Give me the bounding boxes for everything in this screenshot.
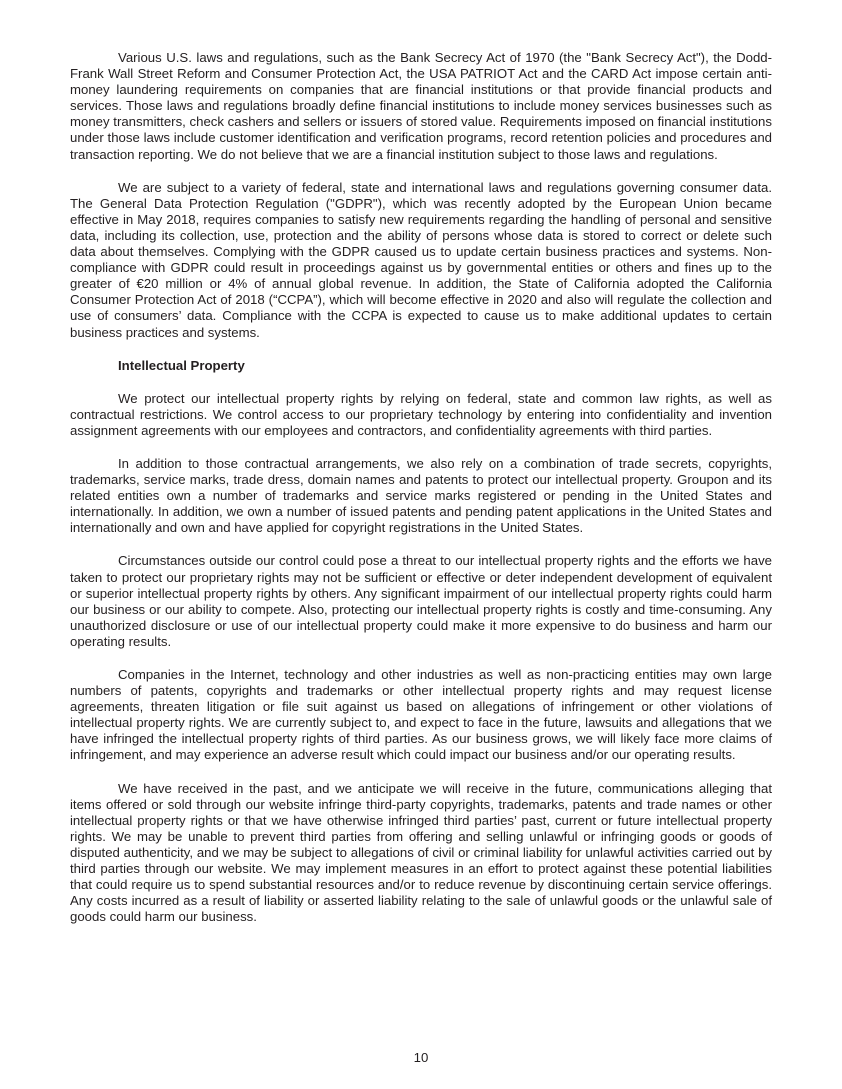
paragraph-bank-secrecy: Various U.S. laws and regulations, such as the Bank Secrecy Act of 1970 (the "Bank Secrecy Act"), the Dodd-Frank Wall Street Reform and Consumer Protection Act, the USA PATRIOT Act and the CARD Act impose certain anti-money laundering requirements on companies that are financial institutions or that provide financial products and services. Those laws and regulations broadly define financial institutions to include money services businesses such as money transmitters, check cashers and sellers or issuers of stored value. Requirements imposed on financial institutions under those laws include customer identification and verification programs, record retention policies and procedures and transaction reporting. We do not believe that we are a financial institution subject to those laws and regulations. (70, 50, 772, 162)
paragraph-ip-registrations: In addition to those contractual arrangements, we also rely on a combination of trade secrets, copyrights, trademarks, service marks, trade dress, domain names and patents to protect our intellectual property. Groupon and its related entities own a number of trademarks and service marks registered or pending in the United States and internationally. In addition, we own a number of issued patents and pending patent applications in the United States and internationally and own and have applied for copyright registrations in the United States. (70, 455, 772, 536)
paragraph-consumer-data: We are subject to a variety of federal, state and international laws and regulations governing consumer data. The General Data Protection Regulation ("GDPR"), which was recently adopted by the European Union became effective in May 2018, requires companies to satisfy new requirements regarding the handling of personal and sensitive data, including its collection, use, protection and the ability of persons whose data is stored to correct or delete such data about themselves. Complying with the GDPR caused us to update certain business practices and systems. Non-compliance with GDPR could result in proceedings against us by governmental entities or others and fines up to the greater of €20 million or 4% of annual global revenue. In addition, the State of California adopted the California Consumer Protection Act of 2018 (“CCPA”), which will become effective in 2020 and also will regulate the collection and use of consumers’ data. Compliance with the CCPA is expected to cause us to make additional updates to certain business practices and systems. (70, 179, 772, 340)
paragraph-ip-infringement-claims: We have received in the past, and we anticipate we will receive in the future, communications alleging that items offered or sold through our website infringe third-party copyrights, trademarks, patents and trade names or other intellectual property rights or that we have otherwise infringed third parties’ past, current or future intellectual property rights. We may be unable to prevent third parties from offering and selling unlawful or infringing goods or goods of disputed authenticity, and we may be subject to allegations of civil or criminal liability for unlawful activities carried out by third parties through our website. We may implement measures in an effort to protect against these potential liabilities that could require us to spend substantial resources and/or to reduce revenue by discontinuing certain service offerings. Any costs incurred as a result of liability or asserted liability relating to the sale of unlawful goods or the unlawful sale of goods could harm our business. (70, 780, 772, 925)
paragraph-ip-protection: We protect our intellectual property rights by relying on federal, state and common law rights, as well as contractual restrictions. We control access to our proprietary technology by entering into confidentiality and invention assignment agreements with our employees and contractors, and confidentiality agreements with third parties. (70, 390, 772, 438)
paragraph-ip-threats: Circumstances outside our control could pose a threat to our intellectual property rights and the efforts we have taken to protect our proprietary rights may not be sufficient or effective or deter independent development of equivalent or superior intellectual property rights by others. Any significant impairment of our intellectual property rights could harm our business or our ability to compete. Also, protecting our intellectual property rights is costly and time-consuming. Any unauthorized disclosure or use of our intellectual property could make it more expensive to do business and harm our operating results. (70, 553, 772, 649)
section-heading-intellectual-property: Intellectual Property (118, 357, 245, 373)
page-number: 10 (413, 1050, 429, 1065)
paragraph-ip-litigation: Companies in the Internet, technology and other industries as well as non-practicing entities may own large numbers of patents, copyrights and trademarks or other intellectual property rights and may request license agreements, threaten litigation or file suit against us based on allegations of infringement or other violations of intellectual property rights. We are currently subject to, and expect to face in the future, lawsuits and allegations that we have infringed the intellectual property rights of third parties. As our business grows, we will likely face more claims of infringement, and may experience an adverse result which could impact our business and/or our operating results. (70, 667, 772, 763)
